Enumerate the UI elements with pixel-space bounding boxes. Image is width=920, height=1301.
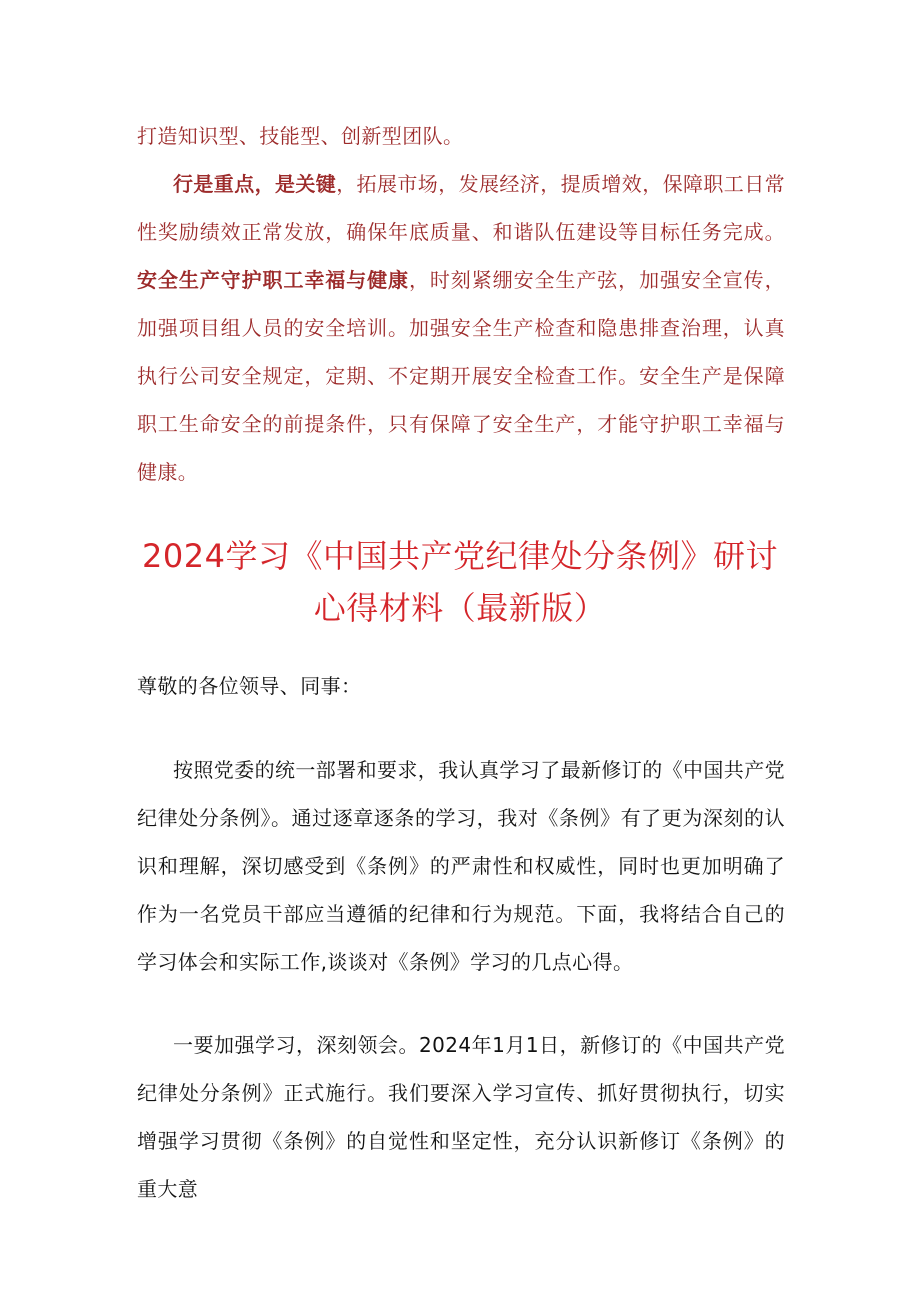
title-line-1: 2024学习《中国共产党纪律处分条例》研讨: [142, 537, 778, 575]
paragraph-key-tasks: [137, 160, 785, 496]
continued-line: 打造知识型、技能型、创新型团队。: [137, 124, 464, 148]
greeting: 尊敬的各位领导、同事：: [137, 674, 362, 698]
document-title: [120, 530, 800, 634]
emphasis-key-point: 行是重点，是关键: [173, 172, 337, 196]
paragraph-text: ，时刻紧绷安全生产弦，加强安全宣传，加强项目组人员的安全培训。加强安全生产检查和隐患排查治理，认真执行公司安全规定，定期、不定期开展安全检查工作。安全生产是保障职工生命安全的前提条件，只有保障了安全生产，才能守护职工幸福与健康。: [137, 268, 786, 484]
paragraph-point-one: 一要加强学习，深刻领会。2024年1月1日，新修订的《中国共产党纪律处分条例》正式施行。我们要深入学习宣传、抓好贯彻执行，切实增强学习贯彻《条例》的自觉性和坚定性，充分认识新修订《条例》的重大意: [137, 1033, 785, 1201]
paragraph-text: ，拓展市场，发展经济，提质增效，保障职工日常性奖励绩效正常发放，确保年底质量、和谐队伍建设等目标任务完成。: [137, 172, 786, 244]
title-line-2: 心得材料（最新版）: [313, 589, 607, 627]
emphasis-safety: 安全生产守护职工幸福与健康: [137, 268, 409, 292]
paragraph-intro: 按照党委的统一部署和要求，我认真学习了最新修订的《中国共产党纪律处分条例》。通过逐章逐条的学习，我对《条例》有了更为深刻的认识和理解，深切感受到《条例》的严肃性和权威性，同时也更加明确了作为一名党员干部应当遵循的纪律和行为规范。下面，我将结合自己的学习体会和实际工作,谈谈对《条例》学习的几点心得。: [137, 758, 785, 974]
